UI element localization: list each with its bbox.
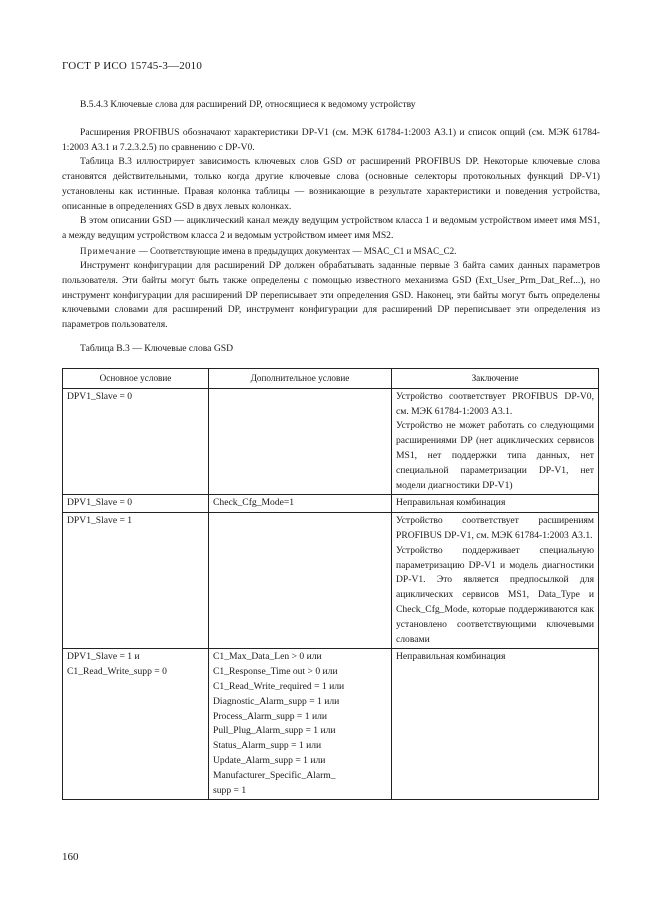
table-row [63,513,599,649]
table-body [63,388,599,800]
cell-text: Diagnostic_Alarm_supp = 1 или [213,695,340,707]
cell-text: C1_Response_Time out > 0 или [213,666,338,678]
additional-condition-cell [209,513,392,649]
document-header: ГОСТ Р ИСО 15745-3—2010 [62,60,203,72]
cell-text: Pull_Plug_Alarm_supp = 1 или [213,725,336,737]
table-row [63,495,599,513]
column-header: Основное условие [63,369,209,389]
additional-condition-cell [209,649,392,800]
cell-text: Update_Alarm_supp = 1 или [213,754,326,766]
conclusion-cell [392,495,599,513]
cell-text: C1_Read_Write_required = 1 или [213,680,345,692]
cell-text: Process_Alarm_supp = 1 или [213,710,327,722]
cell-text: supp = 1 [213,784,247,796]
section-title: B.5.4.3 Ключевые слова для расширений DP, относящиеся к ведомому устройству [80,99,416,110]
conclusion-cell [392,513,599,649]
paragraph: Таблица B.3 иллюстрирует зависимость ключевых слов GSD от расширений PROFIBUS DP. Некоторые ключевые слова становятся действительными, только когда другие ключевые слова (основные селекторы протокольных функций DP-V1) установлены как истинные. Правая колонка таблицы — возникающие в результате характеристики и поведения устройства, описанные в определениях GSD в двух левых колонках. [62,156,600,212]
cell-text: C1_Read_Write_supp = 0 [67,666,167,678]
cell-text: Устройство не может работать со следующими расширениями DP (нет ациклических сервисов MS1, нет поддержки типа данных, нет специальной параметризации DP-V1, нет модели диагностики DP-V1) [396,420,594,491]
note-text: — Соответствующие имена в предыдущих документах — MSAC_C1 и MSAC_C2. [136,245,457,256]
paragraph: В этом описании GSD — ациклический канал между ведущим устройством класса 1 и ведомым устройством имеет имя MS1, а между ведущим устройством класса 2 и ведомым устройством имеет имя MS2. [62,215,600,241]
main-condition-cell [63,495,209,513]
cell-text: Неправильная комбинация [396,497,506,509]
cell-text: DPV1_Slave = 1 и [67,651,140,663]
cell-text: Check_Cfg_Mode=1 [213,497,295,509]
conclusion-cell [392,388,599,495]
table-caption: Таблица B.3 — Ключевые слова GSD [80,343,234,354]
main-condition-cell [63,513,209,649]
cell-text: Устройство соответствует PROFIBUS DP-V0, см. МЭК 61784-1:2003 A3.1. [396,390,594,417]
column-header: Дополнительное условие [209,369,392,389]
column-header: Заключение [392,369,599,389]
paragraph: Инструмент конфигурации для расширений DP должен обрабатывать заданные первые 3 байта самих данных параметров пользователя. Эти байты могут быть также определены с помощью известного механизма GSD (Ext_User_Prm_Dat_Ref...), но инструмент конфигурации для расширений DP переписывает эти определения GSD. Наконец, эти байты могут быть определены ключевыми словами для расширений DP, инструмент конфигурации для расширений DP переписывает эти определения из параметров пользователя. [62,260,600,331]
cell-text: DPV1_Slave = 1 [67,515,133,527]
table-header-row [63,369,599,389]
gsd-keywords-table [62,368,599,800]
cell-text: Устройство поддерживает специальную параметризацию DP-V1 и модель диагностики DP-V1. Это является предпосылкой для ациклических сервисов MS1, Data_Type и Check_Cfg_Mode, которые поддерживаются как установлено соответствующими ключевыми словами [396,544,594,645]
page-number: 160 [62,851,79,863]
table-row [63,649,599,800]
note-label: Примечание [80,245,137,256]
table-row [63,388,599,495]
cell-text: Неправильная комбинация [396,651,506,663]
additional-condition-cell [209,495,392,513]
cell-text: Status_Alarm_supp = 1 или [213,740,322,752]
cell-text: DPV1_Slave = 0 [67,390,133,402]
additional-condition-cell [209,388,392,495]
cell-text: C1_Max_Data_Len > 0 или [213,651,322,663]
conclusion-cell [392,649,599,800]
cell-text: Устройство соответствует расширениям PROFIBUS DP-V1, см. МЭК 61784-1:2003 A3.1. [396,515,594,541]
paragraph: Расширения PROFIBUS обозначают характеристики DP-V1 (см. МЭК 61784-1:2003 A3.1) и список опций (см. МЭК 61784-1:2003 A3.1 и 7.2.3.2.5) по сравнению с DP-V0. [62,127,600,153]
cell-text: Manufacturer_Specific_Alarm_ [213,769,336,781]
body-text [62,126,600,333]
cell-text: DPV1_Slave = 0 [67,497,133,509]
note [62,244,600,260]
main-condition-cell [63,388,209,495]
main-condition-cell [63,649,209,800]
